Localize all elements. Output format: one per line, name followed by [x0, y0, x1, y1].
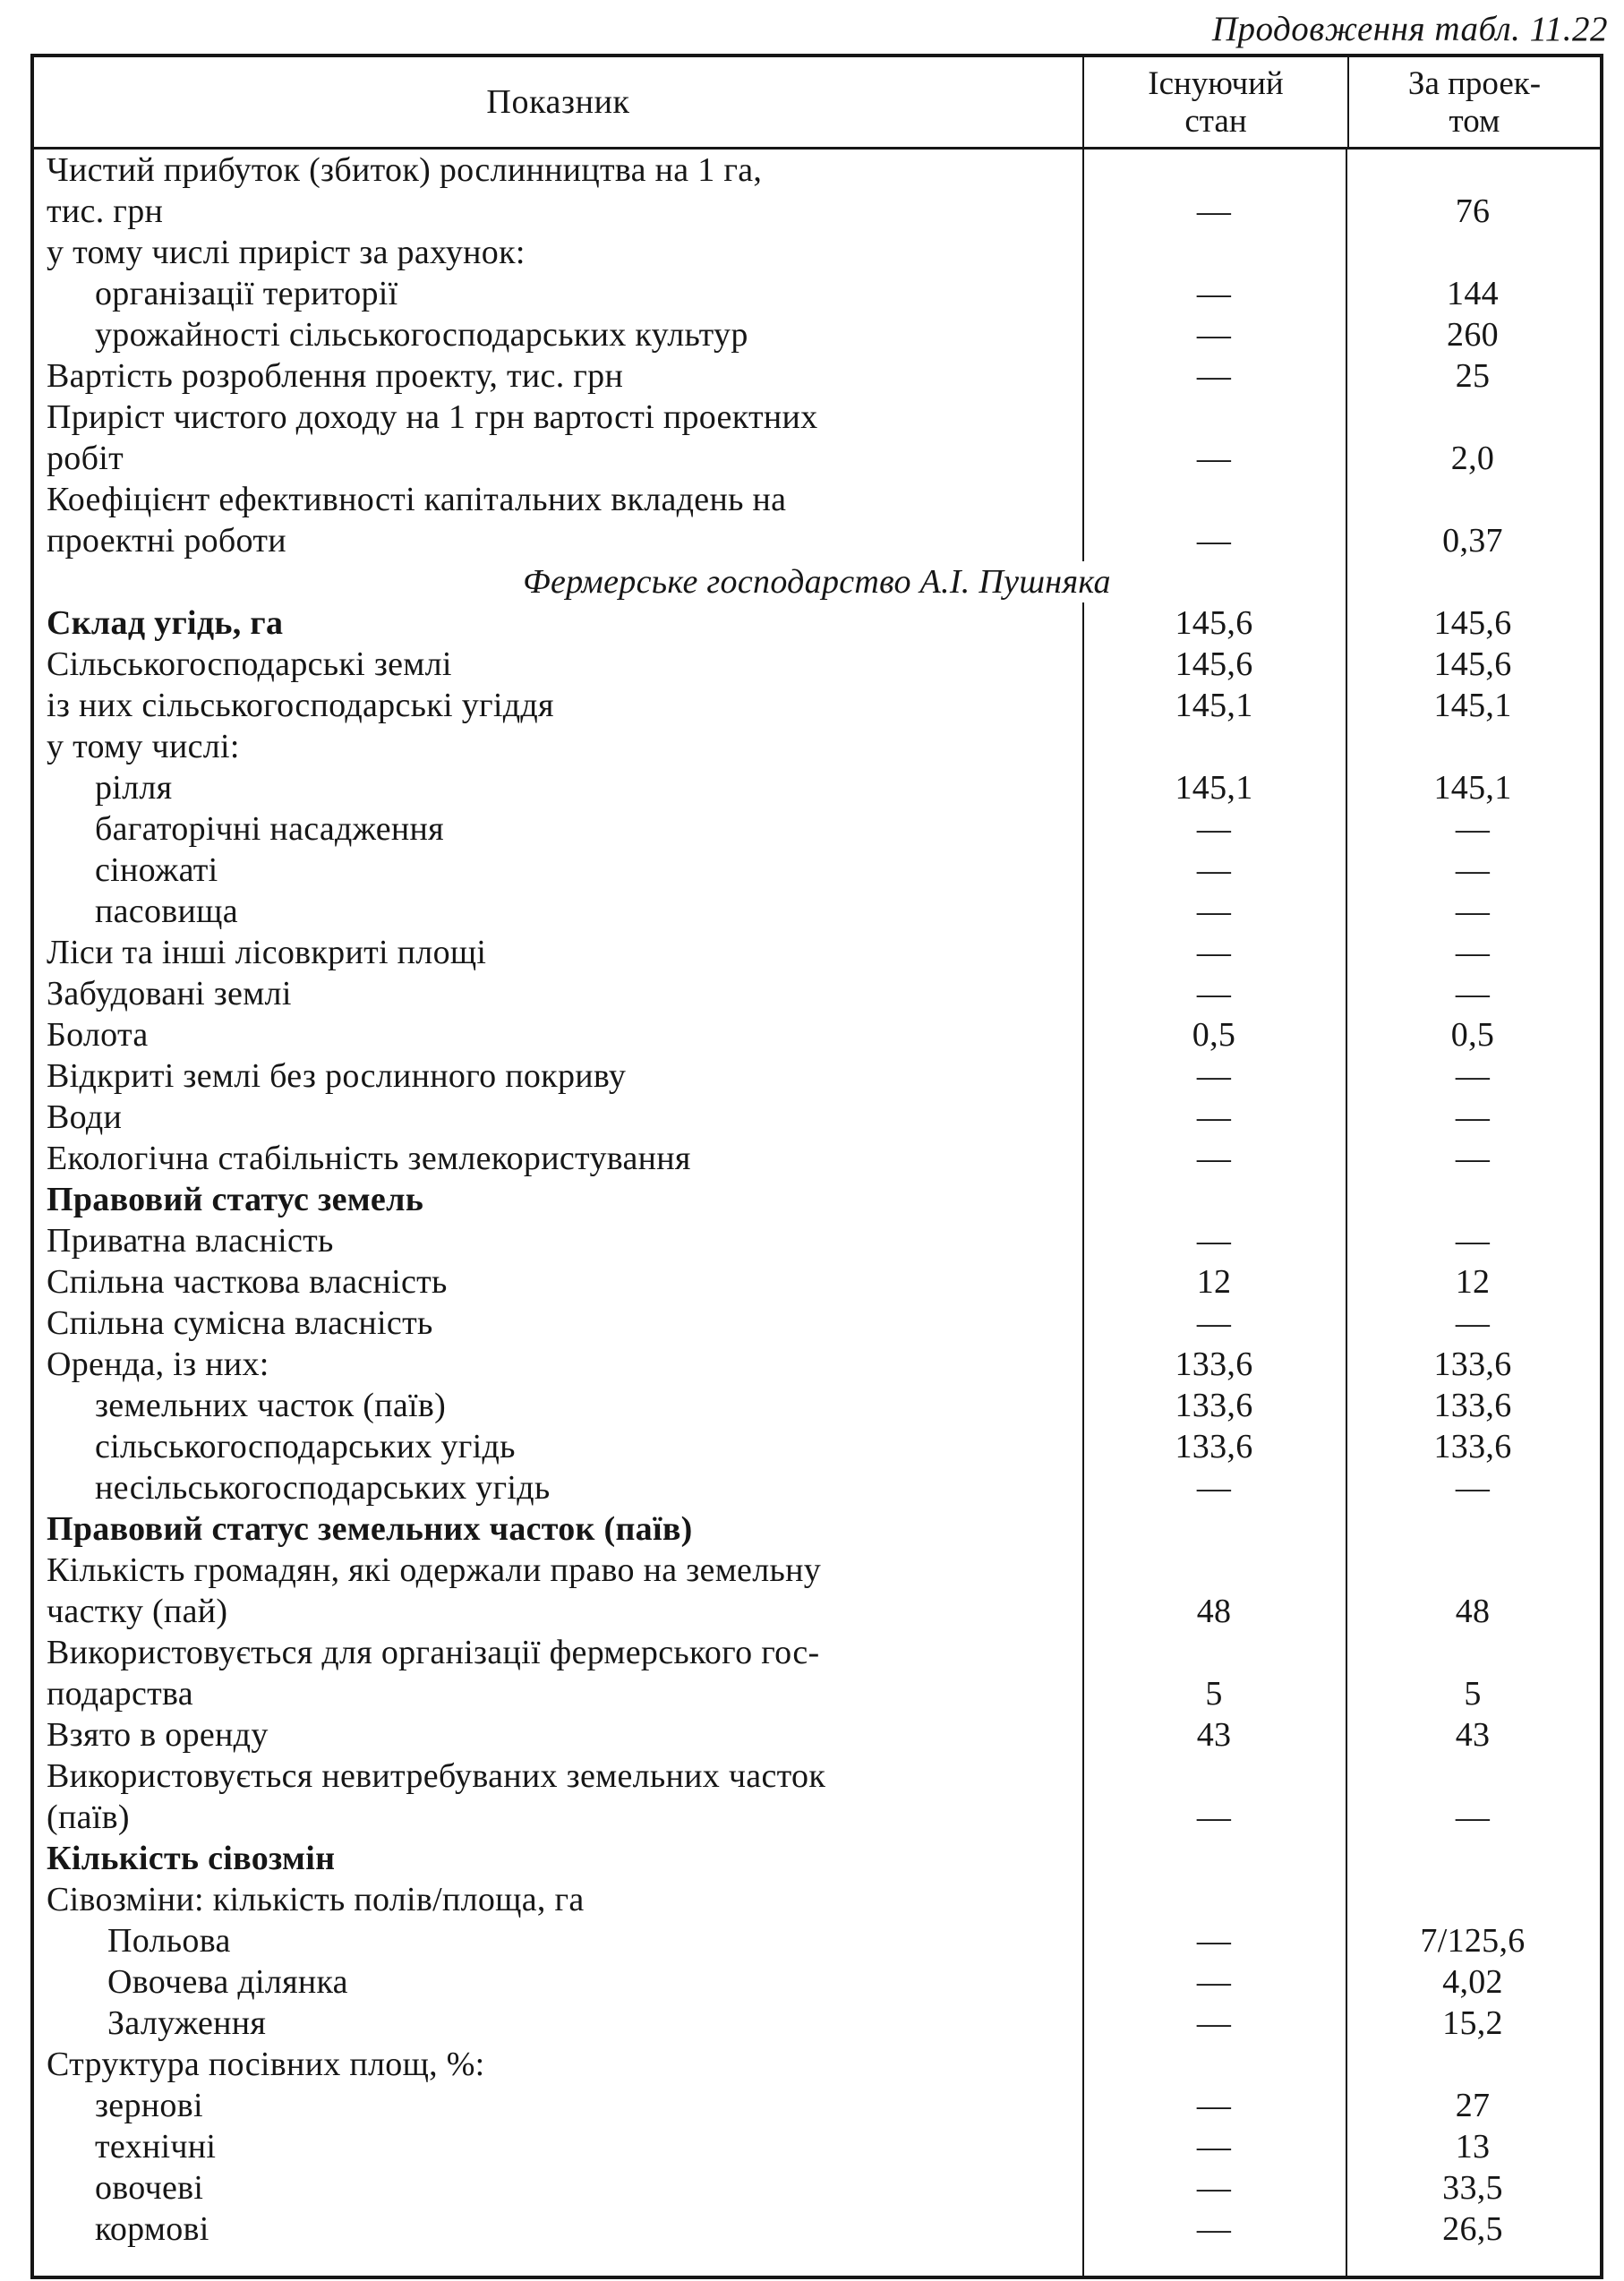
row-existing: 48 [1196, 1593, 1232, 1630]
row-label: Кількість громадян, які одержали право на земельну [47, 1551, 822, 1589]
row-label: Оренда, із них: [47, 1346, 269, 1383]
row-existing: — [1196, 316, 1232, 354]
row-existing: 145,1 [1175, 769, 1253, 807]
table-row [34, 973, 1600, 1014]
table-row [34, 1591, 1600, 1632]
section-heading [34, 561, 1600, 602]
table-row [34, 685, 1600, 726]
row-project: 7/125,6 [1420, 1922, 1526, 1960]
table-header [34, 57, 1600, 150]
row-label: тис. грн [47, 192, 164, 230]
row-existing: 0,5 [1192, 1016, 1236, 1054]
row-label: (паїв) [47, 1798, 130, 1836]
table-row [34, 602, 1600, 644]
header-existing [1084, 57, 1349, 147]
row-label: Води [47, 1098, 123, 1136]
row-existing: 145,1 [1175, 687, 1253, 724]
row-project: — [1455, 1222, 1491, 1260]
row-existing: 133,6 [1175, 1346, 1253, 1383]
row-label: Приріст чистого доходу на 1 грн вартості проектних [47, 398, 818, 436]
row-existing: — [1196, 2004, 1232, 2042]
row-label: подарства [47, 1675, 193, 1713]
row-project: — [1455, 975, 1491, 1012]
column-divider [1346, 150, 1347, 2276]
row-project: 145,6 [1433, 645, 1512, 683]
row-label: Правовий статус земель [47, 1181, 424, 1218]
table-row [34, 2044, 1600, 2085]
row-label: Взято в оренду [47, 1716, 269, 1754]
table-row [34, 1920, 1600, 1961]
row-label: проектні роботи [47, 522, 286, 560]
row-project: 12 [1455, 1263, 1491, 1301]
table-row [34, 1797, 1600, 1838]
row-label: Спільна часткова власність [47, 1263, 448, 1301]
row-label: Структура посівних площ, %: [47, 2046, 485, 2083]
row-project: 13 [1455, 2128, 1491, 2166]
row-label: Використовується невитребуваних земельних часток [47, 1757, 826, 1795]
row-label: організації території [95, 275, 398, 312]
row-existing: 5 [1205, 1675, 1223, 1713]
row-existing: — [1196, 440, 1232, 477]
row-label: несільськогосподарських угідь [95, 1469, 551, 1507]
row-label: сіножаті [95, 851, 218, 889]
table-row [34, 1714, 1600, 1756]
table-row [34, 397, 1600, 438]
row-label: рілля [95, 769, 173, 807]
row-existing: — [1196, 2210, 1232, 2248]
table-row [34, 2167, 1600, 2208]
table-row [34, 150, 1600, 191]
row-project: 76 [1455, 192, 1491, 230]
table-row [34, 1838, 1600, 1879]
table-row [34, 726, 1600, 767]
table-row [34, 438, 1600, 479]
row-project: 5 [1464, 1675, 1482, 1713]
row-label: Вартість розроблення проекту, тис. грн [47, 357, 624, 395]
row-project: 33,5 [1442, 2169, 1503, 2207]
row-label: Ліси та інші лісовкриті площі [47, 934, 487, 971]
table-row [34, 1097, 1600, 1138]
table-row [34, 2208, 1600, 2250]
row-project: — [1455, 934, 1491, 971]
row-existing: — [1196, 2128, 1232, 2166]
row-label: багаторічні насадження [95, 810, 444, 848]
row-existing: — [1196, 1469, 1232, 1507]
row-label: кормові [95, 2210, 209, 2248]
row-existing: — [1196, 1057, 1232, 1095]
row-label: сільськогосподарських угідь [95, 1428, 516, 1465]
table-row [34, 1632, 1600, 1673]
table-row [34, 1426, 1600, 1467]
table-row [34, 314, 1600, 355]
row-project: 133,6 [1433, 1346, 1512, 1383]
section-heading-label: Фермерське господарство А.І. Пушняка [516, 561, 1118, 602]
row-existing: — [1196, 192, 1232, 230]
row-existing: — [1196, 893, 1232, 930]
row-project: — [1455, 1098, 1491, 1136]
row-project: 27 [1455, 2087, 1491, 2124]
row-label: Правовий статус земельних часток (паїв) [47, 1510, 693, 1548]
row-existing: 43 [1196, 1716, 1232, 1754]
table-row [34, 1961, 1600, 2003]
row-label: із них сільськогосподарські угіддя [47, 687, 554, 724]
table-row [34, 1179, 1600, 1220]
row-existing: — [1196, 1922, 1232, 1960]
table-row [34, 850, 1600, 891]
row-existing: — [1196, 851, 1232, 889]
row-project: 145,1 [1433, 687, 1512, 724]
row-project: 0,37 [1442, 522, 1503, 560]
table-row [34, 1138, 1600, 1179]
row-label: Сільськогосподарські землі [47, 645, 452, 683]
row-existing: — [1196, 357, 1232, 395]
row-existing: — [1196, 1304, 1232, 1342]
row-project: 43 [1455, 1716, 1491, 1754]
row-existing: 145,6 [1175, 604, 1253, 642]
row-label: Відкриті землі без рослинного покриву [47, 1057, 627, 1095]
row-label: овочеві [95, 2169, 204, 2207]
row-existing: — [1196, 934, 1232, 971]
row-project: — [1455, 1469, 1491, 1507]
table-row [34, 1220, 1600, 1261]
row-label: Польова [107, 1922, 231, 1960]
row-label: земельних часток (паїв) [95, 1387, 447, 1424]
row-project: 144 [1447, 275, 1499, 312]
table-row [34, 273, 1600, 314]
row-project: 133,6 [1433, 1428, 1512, 1465]
table-row [34, 232, 1600, 273]
table-row [34, 1879, 1600, 1920]
table-caption: Продовження табл. 11.22 [1211, 10, 1608, 48]
row-project: 2,0 [1450, 440, 1495, 477]
row-existing: — [1196, 2169, 1232, 2207]
table-row [34, 520, 1600, 561]
column-divider [1082, 150, 1084, 2276]
row-label: Сівозміни: кількість полів/площа, га [47, 1881, 585, 1918]
table-row [34, 2085, 1600, 2126]
row-existing: 133,6 [1175, 1387, 1253, 1424]
data-table [30, 54, 1603, 2279]
row-label: Склад угідь, га [47, 604, 284, 642]
row-label: Коефіцієнт ефективності капітальних вкладень на [47, 481, 787, 518]
row-existing: — [1196, 810, 1232, 848]
row-project: 260 [1447, 316, 1499, 354]
header-existing-label: Існуючий стан [1148, 65, 1284, 140]
row-project: 15,2 [1442, 2004, 1503, 2042]
table-row [34, 1508, 1600, 1550]
table-row [34, 1550, 1600, 1591]
table-row [34, 1261, 1600, 1303]
row-existing: — [1196, 1798, 1232, 1836]
table-row [34, 191, 1600, 232]
row-label: робіт [47, 440, 124, 477]
row-label: Залуження [107, 2004, 267, 2042]
row-project: 4,02 [1442, 1963, 1503, 2001]
row-label: Чистий прибуток (збиток) рослинництва на 1 га, [47, 151, 763, 189]
row-label: пасовища [95, 893, 238, 930]
table-row [34, 644, 1600, 685]
row-project: — [1455, 1304, 1491, 1342]
table-row [34, 2003, 1600, 2044]
table-row [34, 767, 1600, 808]
row-label: Екологічна стабільність землекористування [47, 1140, 691, 1177]
row-project: — [1455, 810, 1491, 848]
row-project: 48 [1455, 1593, 1491, 1630]
row-existing: — [1196, 1140, 1232, 1177]
row-project: — [1455, 1140, 1491, 1177]
table-row [34, 355, 1600, 397]
row-project: — [1455, 851, 1491, 889]
table-row [34, 2126, 1600, 2167]
row-existing: — [1196, 1098, 1232, 1136]
row-label: у тому числі приріст за рахунок: [47, 234, 526, 271]
table-row [34, 1673, 1600, 1714]
row-label: Кількість сівозмін [47, 1840, 336, 1877]
header-project [1349, 57, 1600, 147]
row-project: 0,5 [1450, 1016, 1495, 1054]
row-label: Використовується для організації фермерського гос- [47, 1634, 820, 1671]
row-label: у тому числі: [47, 728, 240, 765]
table-body [34, 150, 1600, 2276]
row-existing: 133,6 [1175, 1428, 1253, 1465]
row-project: — [1455, 1057, 1491, 1095]
row-existing: — [1196, 975, 1232, 1012]
table-row [34, 891, 1600, 932]
row-label: Болота [47, 1016, 149, 1054]
table-row [34, 932, 1600, 973]
table-row [34, 1344, 1600, 1385]
table-row [34, 1303, 1600, 1344]
row-existing: — [1196, 522, 1232, 560]
row-existing: 145,6 [1175, 645, 1253, 683]
table-row [34, 808, 1600, 850]
row-label: Спільна сумісна власність [47, 1304, 433, 1342]
row-existing: 12 [1196, 1263, 1232, 1301]
row-label: зернові [95, 2087, 203, 2124]
row-label: Приватна власність [47, 1222, 334, 1260]
row-project: 25 [1455, 357, 1491, 395]
row-label: Овочева ділянка [107, 1963, 348, 2001]
table-row [34, 1014, 1600, 1055]
table-row [34, 1467, 1600, 1508]
table-row [34, 1055, 1600, 1097]
table-row [34, 479, 1600, 520]
row-existing: — [1196, 275, 1232, 312]
row-existing: — [1196, 1222, 1232, 1260]
row-project: — [1455, 893, 1491, 930]
row-project: 145,6 [1433, 604, 1512, 642]
row-existing: — [1196, 2087, 1232, 2124]
row-project: 145,1 [1433, 769, 1512, 807]
row-existing: — [1196, 1963, 1232, 2001]
row-label: Забудовані землі [47, 975, 292, 1012]
table-row [34, 1385, 1600, 1426]
header-indicator: Показник [34, 57, 1084, 147]
row-project: — [1455, 1798, 1491, 1836]
table-row [34, 1756, 1600, 1797]
row-label: частку (пай) [47, 1593, 228, 1630]
row-project: 133,6 [1433, 1387, 1512, 1424]
row-project: 26,5 [1442, 2210, 1503, 2248]
row-label: технічні [95, 2128, 217, 2166]
header-project-label: За проек- том [1407, 65, 1542, 140]
row-label: урожайності сільськогосподарських культур [95, 316, 748, 354]
